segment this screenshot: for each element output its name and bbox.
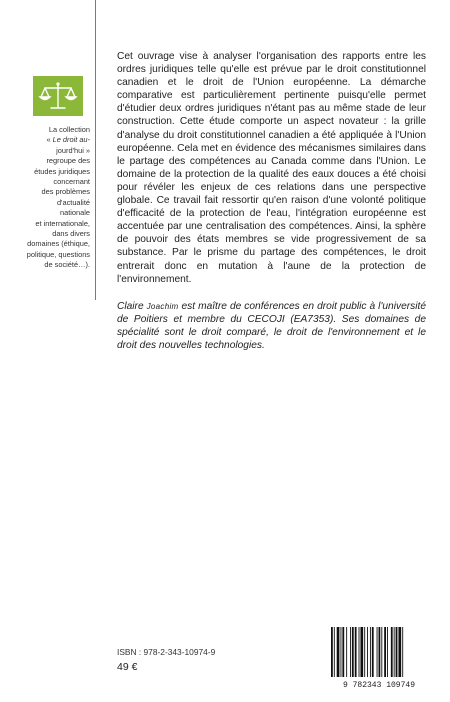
barcode-bar bbox=[350, 627, 351, 677]
collection-logo bbox=[33, 76, 83, 116]
collection-line: nationale bbox=[60, 208, 90, 218]
barcode-digits: 9 782343 109749 bbox=[342, 681, 416, 689]
barcode-bar bbox=[352, 627, 354, 677]
collection-line: études juridiques bbox=[34, 166, 90, 176]
barcode-bar bbox=[384, 627, 386, 677]
author-bio: est maître de conférences en droit public à l'université de Poitiers et membre du CECOJI (EA7353). Ses domaines de spécialité sont le droit comparé, le droit de l'environnement et le droit des nouvelles technologies. bbox=[117, 300, 426, 351]
barcode-bar bbox=[337, 627, 340, 677]
barcode-bar bbox=[364, 627, 365, 677]
summary-paragraph: Cet ouvrage vise à analyser l'organisation des rapports entre les ordres juridiques telle qu'elle est prévue par le droit constitutionnel canadien et le droit de l'Union européenne. La démarche comparative est particulièrement pertinente puisqu'elle permet d'étudier deux ordres juridiques n'étant pas au même stade de leur construction. Cette étude comporte un aspect novateur : la grille d'analyse du droit constitutionnel canadien a été appliquée à l'Union européenne. Cela met en évidence des mécanismes similaires dans le partage des compétences au Canada comme dans l'Union. Le domaine de la protection de la qualité des eaux douces a été choisi pour révéler les enjeux de ces relations dans une perspective globale. Ce travail fait ressortir qu'en raison d'une volonté politique d'efficacité de la protection de l'eau, l'intégration européenne est accentuée par une centralisation des compétences. Ainsi, la sphère de pouvoir des états membres se vide progressivement de sa substance. Par le prisme du partage des compétences, le droit entrerait donc en mutation à l'aune de la protection de l'environnement. bbox=[117, 51, 426, 285]
author-last-name: Joachim bbox=[146, 301, 179, 311]
barcode-bars bbox=[331, 627, 403, 677]
barcode-bar bbox=[372, 627, 374, 677]
collection-line: d'actualité bbox=[56, 197, 90, 207]
scales-of-justice-icon bbox=[38, 80, 78, 112]
barcode-bar bbox=[391, 627, 393, 677]
collection-line: des problèmes bbox=[41, 187, 90, 197]
vertical-divider bbox=[95, 0, 96, 300]
barcode-bar bbox=[402, 627, 403, 677]
collection-line: « Le droit au- bbox=[46, 135, 90, 145]
isbn: ISBN : 978-2-343-10974-9 bbox=[117, 647, 216, 657]
collection-line: dans divers bbox=[52, 229, 90, 239]
price: 49 € bbox=[117, 661, 138, 673]
barcode-bar bbox=[398, 627, 401, 677]
barcode-bar bbox=[377, 627, 378, 677]
barcode-bar bbox=[396, 627, 398, 677]
collection-line: La collection bbox=[48, 125, 90, 134]
collection-line: jourd'hui » bbox=[56, 145, 90, 155]
barcode-bar bbox=[387, 627, 388, 677]
collection-line: domaines (éthique, bbox=[27, 239, 90, 249]
barcode bbox=[327, 625, 431, 689]
barcode-bar bbox=[355, 627, 357, 677]
author-paragraph bbox=[117, 300, 426, 352]
barcode-bar bbox=[359, 627, 360, 677]
collection-description bbox=[2, 125, 90, 271]
collection-line: regroupe des bbox=[46, 156, 90, 166]
barcode-bar bbox=[334, 627, 335, 677]
barcode-bar bbox=[360, 627, 363, 677]
back-cover-text bbox=[117, 50, 426, 352]
barcode-bar bbox=[342, 627, 344, 677]
barcode-bar bbox=[379, 627, 381, 677]
barcode-bar bbox=[367, 627, 368, 677]
barcode-bar bbox=[370, 627, 371, 677]
collection-line: concernant bbox=[53, 177, 90, 187]
barcode-bar bbox=[331, 627, 333, 677]
collection-line: de société…). bbox=[44, 260, 90, 270]
barcode-bar bbox=[346, 627, 347, 677]
collection-line: politique, questions bbox=[26, 249, 90, 259]
barcode-bar bbox=[381, 627, 382, 677]
barcode-bar bbox=[341, 627, 342, 677]
barcode-bar bbox=[394, 627, 395, 677]
collection-line: et internationale, bbox=[35, 218, 90, 228]
author-first-name: Claire bbox=[117, 300, 144, 312]
